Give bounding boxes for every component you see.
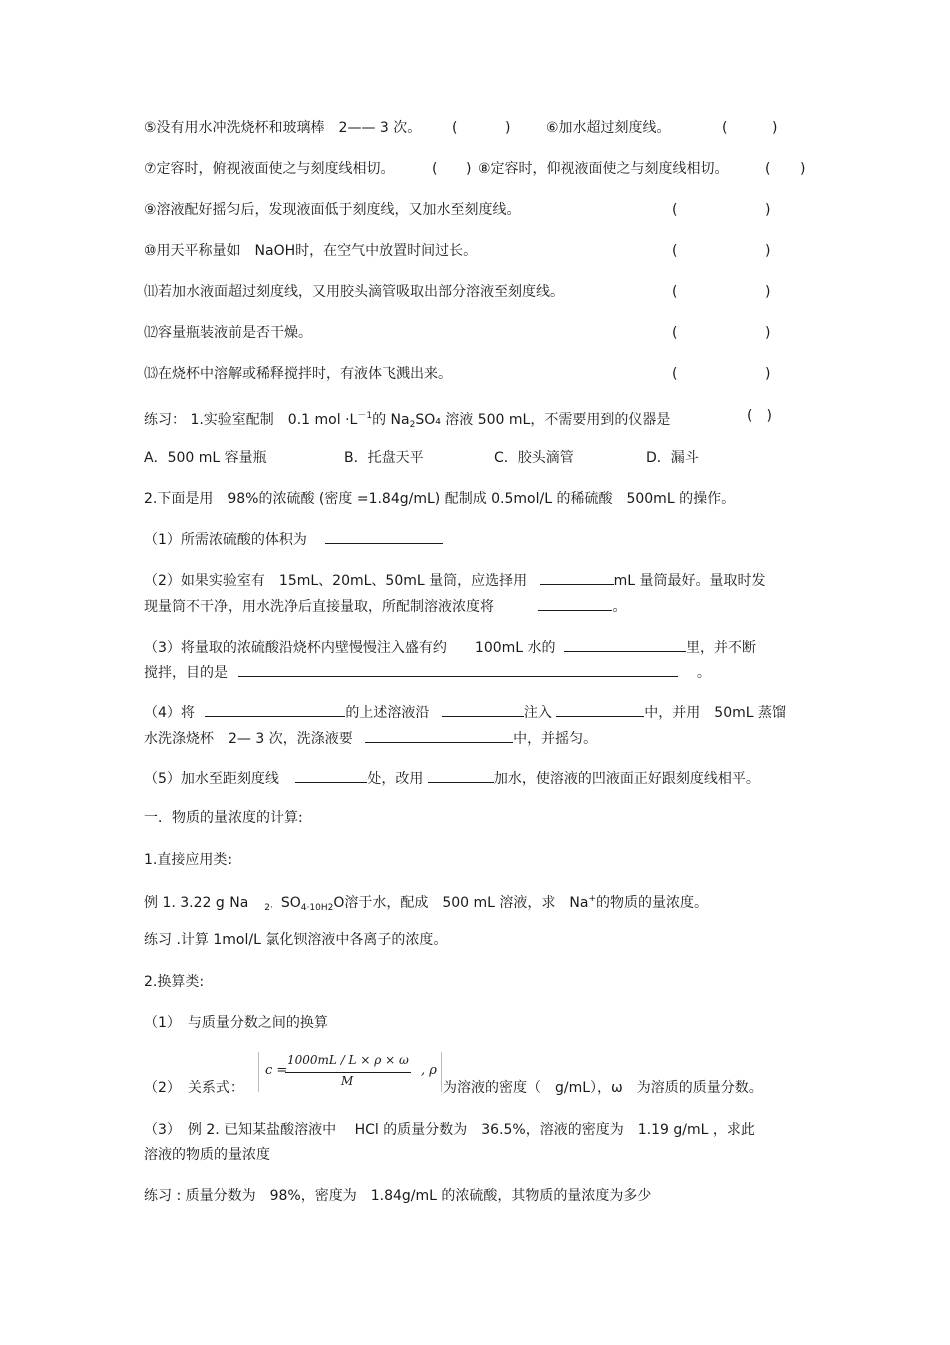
q2-part-2-line-1 — [144, 569, 765, 591]
example-2-line-2: 溶液的物质的量浓度 — [144, 1147, 270, 1163]
item-6-paren-close: ) — [772, 120, 778, 136]
item-12-paren-close: ) — [765, 325, 771, 341]
exercise-1-bracket: ( ) — [747, 408, 772, 424]
ex1-f: + — [588, 894, 597, 904]
q2-p4b-text: 的上述溶液沿 — [345, 705, 430, 721]
q2-p4d-text: 中，并用 50mL 蒸馏 — [644, 705, 786, 721]
item-5-text: ⑤没有用水冲洗烧杯和玻璃棒 2—— 3 次。 — [144, 120, 422, 136]
item-7: ⑦定容时，俯视液面使之与刻度线相切。 — [144, 161, 395, 177]
q2-p5b-text: 处，改用 — [367, 771, 424, 787]
q2-p2a-text: （2）如果实验室有 15mL、20mL、50mL 量筒，应选择用 — [144, 573, 528, 589]
ex1-g: 的物质的量浓度。 — [596, 895, 709, 911]
q2-p4a-text: （4）将 — [144, 705, 195, 721]
q2-p3c-text: 搅拌，目的是 — [144, 665, 228, 681]
answer-blank-container[interactable] — [564, 636, 686, 652]
q2-p2c-text: 现量筒不干净，用水洗净后直接量取，所配制溶液浓度将 — [144, 599, 494, 615]
ex1-b: SO — [280, 895, 301, 911]
answer-blank-tool[interactable] — [442, 701, 524, 717]
item-12: ⑿容量瓶装液前是否干燥。 — [144, 325, 312, 341]
q2-part-1 — [144, 528, 443, 550]
item-9-paren-close: ) — [765, 202, 771, 218]
option-d: D．漏斗 — [646, 450, 699, 466]
q2-p4c-text: 注入 — [523, 705, 552, 721]
item-8: ⑧定容时，仰视液面使之与刻度线相切。 — [478, 161, 729, 177]
option-c: C．胶头滴管 — [494, 450, 574, 466]
item-12-paren-open: ( — [672, 325, 678, 341]
q2-p2b-text: mL 量筒最好。量取时发 — [613, 573, 766, 589]
item-8-paren-close: ) — [800, 161, 806, 177]
formula-image — [258, 1052, 442, 1092]
concentration-formula — [258, 1052, 442, 1092]
item-9-paren-open: ( — [672, 202, 678, 218]
exercise-1-mid: 的 Na — [372, 412, 410, 428]
example-2-line-1: （3） 例 2. 已知某盐酸溶液中 HCl 的质量分数为 36.5%，溶液的密度为 1.19 g/mL ，求此 — [144, 1122, 755, 1138]
item-6-paren-open: ( — [722, 120, 728, 136]
item-11: ⑾若加水液面超过刻度线，又用胶头滴管吸取出部分溶液至刻度线。 — [144, 284, 564, 300]
option-a: A．500 mL 容量瓶 — [144, 450, 267, 466]
item-11-paren-close: ) — [765, 284, 771, 300]
ex1-c: 4·10H — [300, 903, 328, 913]
exercise-1-sup: －1 — [357, 411, 373, 421]
relation-2-explanation: 为溶液的密度（ g/mL），ω 为溶质的质量分数。 — [443, 1080, 763, 1096]
q2-part-4-line-2 — [144, 727, 597, 749]
q2-stem: 2.下面是用 98%的浓硫酸 (密度 =1.84g/mL) 配制成 0.5mol/L 的稀硫酸 500mL 的操作。 — [144, 491, 736, 507]
item-7-paren-open: ( — [432, 161, 438, 177]
exercise-1 — [144, 406, 670, 435]
item-5-paren-close: ) — [505, 120, 511, 136]
formula-denominator: M — [341, 1074, 354, 1088]
practice-2: 练习 : 质量分数为 98%，密度为 1.84g/mL 的浓硫酸，其物质的量浓度为多少 — [144, 1188, 652, 1204]
item-13-paren-close: ) — [765, 366, 771, 382]
q2-p2d-text: 。 — [612, 599, 627, 615]
ex1-a: 例 1. 3.22 g Na — [144, 895, 249, 911]
item-10-paren-close: ) — [765, 243, 771, 259]
relation-2-label: （2） 关系式： — [144, 1080, 244, 1096]
q2-p3b-text: 里，并不断 — [685, 640, 756, 656]
exercise-1-suffix: SO₄ 溶液 500 mL，不需要用到的仪器是 — [415, 412, 671, 428]
answer-blank-concentration[interactable] — [538, 595, 612, 611]
q2-part-4-line-1 — [144, 701, 786, 723]
q2-part-3-line-1 — [144, 636, 756, 658]
practice-1: 练习 .计算 1mol/L 氯化钡溶液中各离子的浓度。 — [144, 932, 448, 948]
item-13: ⒀在烧杯中溶解或稀释搅拌时，有液体飞溅出来。 — [144, 366, 452, 382]
answer-blank-cylinder[interactable] — [540, 569, 614, 585]
ex1-d: 2 — [327, 903, 334, 913]
option-b: B．托盘天平 — [344, 450, 424, 466]
q2-part-3-line-2 — [144, 661, 711, 683]
q2-p4e-text: 水洗涤烧杯 2— 3 次，洗涤液要 — [144, 731, 353, 747]
answer-blank-solution[interactable] — [205, 701, 345, 717]
answer-blank-distance[interactable] — [295, 767, 367, 783]
calc-sub-1: 1.直接应用类: — [144, 852, 233, 868]
ex1-e: O溶于水，配成 500 mL 溶液，求 Na — [333, 895, 589, 911]
item-5-paren-open: ( — [452, 120, 458, 136]
relation-2 — [144, 1078, 244, 1098]
item-6: ⑥加水超过刻度线。 — [546, 120, 671, 136]
example-1 — [144, 889, 708, 918]
ex1-sub: 2· — [264, 903, 273, 913]
exercise-1-sub: 2 — [409, 420, 416, 430]
formula-numerator: 1000mL / L × ρ × ω — [287, 1053, 409, 1067]
item-13-paren-open: ( — [672, 366, 678, 382]
relation-1: （1） 与质量分数之间的换算 — [144, 1015, 328, 1031]
q2-p5c-text: 加水，使溶液的凹液面正好跟刻度线相平。 — [493, 771, 760, 787]
answer-blank-volume[interactable] — [325, 528, 443, 544]
q2-p3a-text: （3）将量取的浓硫酸沿烧杯内壁慢慢注入盛有约 100mL 水的 — [144, 640, 556, 656]
formula-fraction-bar — [285, 1072, 411, 1073]
q2-p1-text: （1）所需浓硫酸的体积为 — [144, 532, 307, 548]
formula-c: c = — [265, 1063, 288, 1078]
calc-heading: 一．物质的量浓度的计算: — [144, 810, 303, 826]
q2-p5a-text: （5）加水至距刻度线 — [144, 771, 279, 787]
item-10: ⑩用天平称量如 NaOH时，在空气中放置时间过长。 — [144, 243, 478, 259]
item-11-paren-open: ( — [672, 284, 678, 300]
item-5 — [144, 118, 421, 138]
item-9: ⑨溶液配好摇匀后，发现液面低于刻度线，又加水至刻度线。 — [144, 202, 521, 218]
q2-part-2-line-2 — [144, 595, 626, 617]
exercise-1-prefix: 练习： 1.实验室配制 0.1 mol ·L — [144, 412, 358, 428]
item-8-paren-open: ( — [765, 161, 771, 177]
q2-p3d-text: 。 — [696, 665, 711, 681]
q2-p4f-text: 中，并摇匀。 — [513, 731, 598, 747]
item-10-paren-open: ( — [672, 243, 678, 259]
formula-rho: , ρ — [421, 1063, 437, 1078]
calc-sub-2: 2.换算类: — [144, 974, 205, 990]
answer-blank-flask[interactable] — [556, 701, 644, 717]
answer-blank-washing[interactable] — [365, 727, 513, 743]
answer-blank-purpose[interactable] — [238, 661, 678, 677]
answer-blank-dropper[interactable] — [428, 767, 494, 783]
item-7-paren-close: ) — [466, 161, 472, 177]
q2-part-5 — [144, 767, 760, 789]
